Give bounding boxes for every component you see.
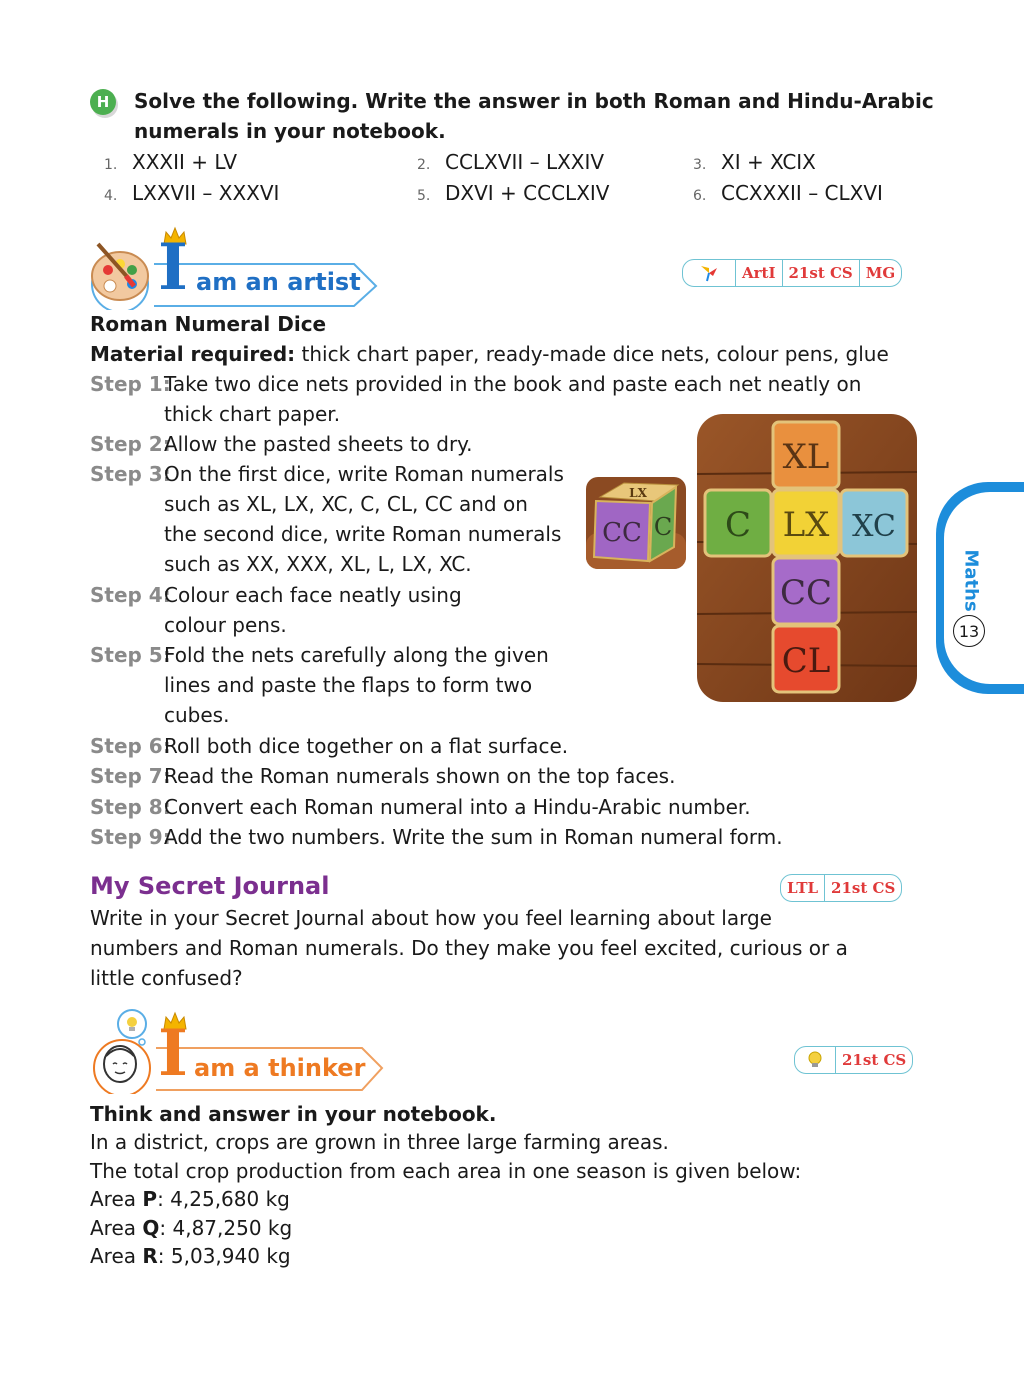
thinker-tags	[794, 1046, 913, 1074]
net-face-bottom-label: CL	[781, 641, 831, 681]
step-9: Step 9:Add the two numbers. Write the sum in Roman numeral form.	[90, 825, 783, 849]
roman-dice-cube-image	[586, 477, 686, 569]
area-p: Area P: 4,25,680 kg	[90, 1187, 290, 1211]
artist-tags	[682, 259, 902, 287]
side-tab-inner	[944, 492, 1024, 684]
thinker-banner-title: am a thinker	[194, 1054, 366, 1082]
question-4: 4. LXXVII – XXXVI	[104, 181, 280, 205]
side-tab-subject: Maths	[960, 549, 982, 612]
question-1: 1. XXXII + LV	[104, 150, 237, 174]
tag-21st-cs: 21st CS	[824, 875, 901, 901]
step-4: Step 4:Colour each face neatly using colour pens.	[90, 583, 462, 637]
step-2: Step 2:Allow the pasted sheets to dry.	[90, 432, 473, 456]
question-5: 5. DXVI + CCCLXIV	[417, 181, 610, 205]
pinwheel-icon	[683, 260, 735, 286]
step-3: Step 3:On the first dice, write Roman numerals such as XL, LX, XC, C, CL, CC and on the second dice, write Roman numerals such as XX, XXX, XL, L, LX, XC.	[90, 462, 564, 576]
activity-title: Roman Numeral Dice	[90, 312, 327, 336]
exercise-h-badge: H	[90, 89, 116, 115]
net-face-left-label: C	[724, 505, 752, 545]
net-face-lower-label: CC	[779, 573, 833, 613]
journal-text: Write in your Secret Journal about how you feel learning about large numbers and Roman numerals. Do they make you feel excited, curious or a little confused?	[90, 906, 848, 990]
lightbulb-icon	[795, 1047, 835, 1073]
material-required: Material required: thick chart paper, ready-made dice nets, colour pens, glue	[90, 342, 889, 366]
page-number: 13	[953, 615, 985, 647]
tag-21st-cs: 21st CS	[835, 1047, 912, 1073]
palette-icon	[88, 240, 154, 304]
step-1: Step 1:Take two dice nets provided in the book and paste each net neatly on thick chart paper.	[90, 372, 862, 426]
step-8: Step 8:Convert each Roman numeral into a Hindu-Arabic number.	[90, 795, 751, 819]
exercise-h-instruction: Solve the following. Write the answer in both Roman and Hindu-Arabic numerals in your notebook.	[134, 89, 934, 143]
net-face-right-label: XC	[852, 509, 896, 544]
cube-left-label: CC	[602, 518, 642, 548]
step-6: Step 6:Roll both dice together on a flat surface.	[90, 734, 569, 758]
tag-21st-cs: 21st CS	[782, 260, 859, 286]
step-5: Step 5:Fold the nets carefully along the given lines and paste the flaps to form two cubes.	[90, 643, 549, 727]
cube-top-label: LX	[629, 486, 647, 500]
tag-mg: MG	[859, 260, 901, 286]
question-3: 3. XI + XCIX	[693, 150, 816, 174]
artist-big-letter: I	[158, 230, 188, 305]
cube-right-label: C	[653, 513, 673, 541]
journal-title: My Secret Journal	[90, 872, 330, 900]
thought-bubble-icon	[114, 1008, 154, 1048]
area-r: Area R: 5,03,940 kg	[90, 1244, 291, 1268]
question-2: 2. CCLXVII – LXXIV	[417, 150, 605, 174]
tag-ltl: LTL	[787, 879, 819, 897]
thinker-big-letter: I	[158, 1016, 188, 1091]
journal-tags	[780, 874, 902, 902]
artist-banner-title: am an artist	[196, 268, 361, 296]
net-face-top-label: XL	[782, 437, 830, 477]
net-face-center-label: LX	[782, 505, 830, 545]
step-7: Step 7:Read the Roman numerals shown on the top faces.	[90, 764, 676, 788]
area-q: Area Q: 4,87,250 kg	[90, 1215, 293, 1240]
thinker-body: In a district, crops are grown in three large farming areas. The total crop production from each area in one season is given below: Area P: 4,25,680 kg Area Q: 4,87,250 kg Area R: 5,03,940 kg	[90, 1128, 801, 1271]
roman-dice-net-image	[697, 414, 917, 702]
question-6: 6. CCXXXII – CLXVI	[693, 181, 883, 205]
thinker-prompt: Think and answer in your notebook.	[90, 1102, 497, 1126]
tag-arti: ArtI	[735, 260, 782, 286]
